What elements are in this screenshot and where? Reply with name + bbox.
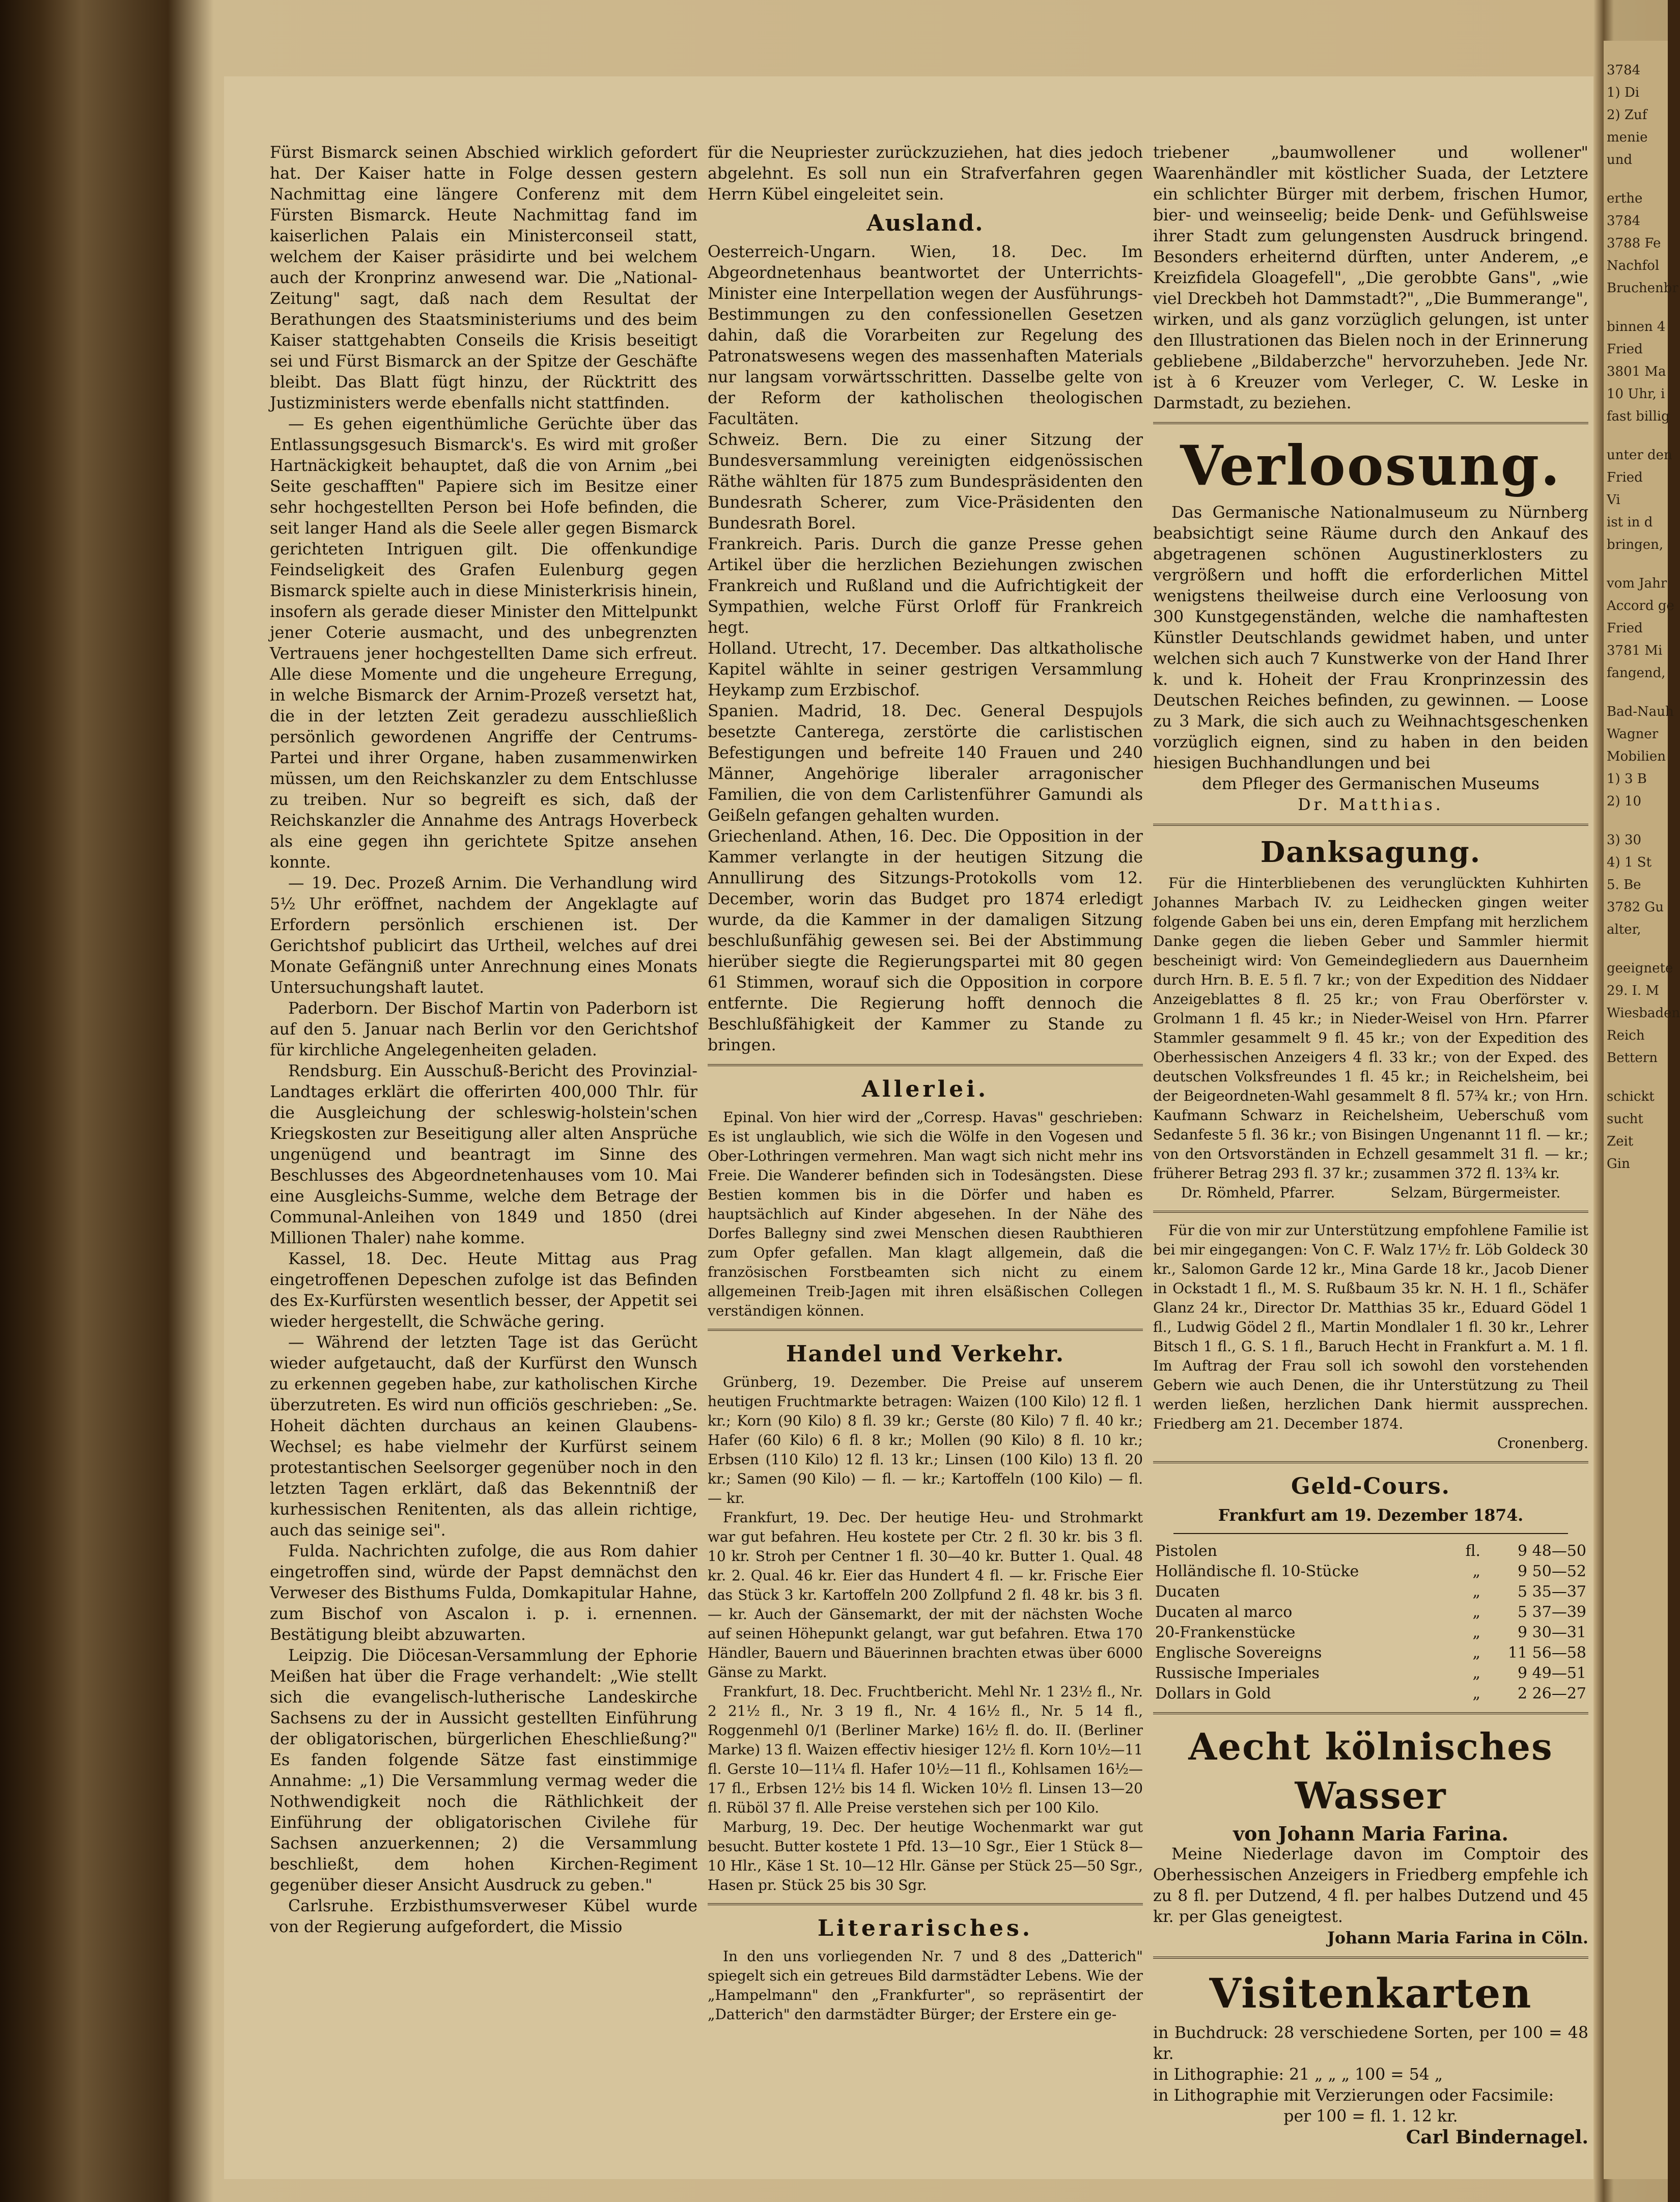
strip-line: 3801 Ma <box>1607 364 1666 379</box>
divider <box>708 1329 1143 1331</box>
divider <box>1153 824 1588 826</box>
farina-text: Meine Niederlage davon im Comptoir des Oberhessischen Anzeigers in Friedberg empfehle ich zu 8 fl. per Dutzend, 4 fl. per halbes Dutzend und 45 kr. per Glas geneigtest. <box>1153 1845 1588 1926</box>
strip-line: alter, <box>1607 922 1641 937</box>
ausland-item: Schweiz. Bern. Die zu einer Sitzung der Bundesversammlung vereinigten eidgenössischen Räthe wählten für 1875 zum Bundespräsidenten den Bundesrath Scherer, zum Vice-Präsidenten den Bundesrath Borel. <box>708 431 1143 533</box>
cours-value: 5 35—37 <box>1518 1583 1586 1601</box>
strip-line: 10 Uhr, i <box>1607 386 1665 402</box>
cours-unit: „ <box>1472 1664 1480 1682</box>
adjacent-page-strip <box>1604 41 1680 2179</box>
cours-value: 5 37—39 <box>1518 1603 1586 1621</box>
strip-line: vom Jahr <box>1607 576 1667 591</box>
strip-line: sucht <box>1607 1111 1643 1127</box>
cours-row <box>1153 1582 1588 1602</box>
cours-unit: „ <box>1472 1603 1480 1621</box>
cours-value: 11 56—58 <box>1507 1644 1586 1662</box>
strip-line: ist in d <box>1607 515 1653 530</box>
cours-name: Pistolen <box>1155 1542 1217 1560</box>
ausland-item: Frankreich. Paris. Durch die ganze Presse gehen Artikel über die herzlichen Beziehungen zwischen Frankreich und Rußland und die Aufrichtigkeit der Sympathien, welche Fürst Orloff für Frankreich hegt. <box>708 535 1143 637</box>
verloosung-heading: Verloosung. <box>1180 434 1561 498</box>
strip-line: 3782 Gu <box>1607 900 1664 915</box>
geld-cours-heading: Geld-Cours. <box>1291 1473 1450 1499</box>
geld-cours-subheading: Frankfurt am 19. Dezember 1874. <box>1218 1506 1524 1525</box>
strip-line: menie <box>1607 130 1648 145</box>
danksagung-heading: Danksagung. <box>1260 835 1481 869</box>
strip-line: 2) Zuf <box>1607 107 1647 123</box>
col1-paragraph: Kassel, 18. Dec. Heute Mittag aus Prag eingetroffenen Depeschen zufolge ist das Befinden des Ex-Kurfürsten wesentlich besser, der Appetit sei wieder hergestellt, die Schwäche gering. <box>270 1250 697 1331</box>
cours-unit: „ <box>1472 1644 1480 1662</box>
visitenkarten-line: per 100 = fl. 1. 12 kr. <box>1283 2107 1458 2126</box>
divider <box>708 1064 1143 1066</box>
cours-name: Holländische fl. 10-Stücke <box>1155 1563 1359 1580</box>
cours-value: 9 48—50 <box>1518 1542 1586 1560</box>
strip-line: 3) 30 <box>1607 832 1642 848</box>
cours-row <box>1153 1602 1588 1623</box>
col1-paragraph: Paderborn. Der Bischof Martin von Paderborn ist auf den 5. Januar nach Berlin vor den Gerichtshof für kirchliche Angelegenheiten geladen. <box>270 999 697 1060</box>
strip-line: 2) 10 <box>1607 794 1642 809</box>
ausland-item: Oesterreich-Ungarn. Wien, 18. Dec. Im Abgeordnetenhaus beantwortet der Unterrichts-Minister eine Interpellation wegen der Ausführungs-Bestimmungen zu den confessionellen Gesetzen dahin, daß die Vorarbeiten zur Regelung des Patronatswesens wegen des massenhaften Materials nur langsam vorwärtsschritten. Dasselbe gelte von der Reform der katholischen theologischen Facultäten. <box>708 243 1143 428</box>
col1-paragraph: Fulda. Nachrichten zufolge, die aus Rom dahier eingetroffen sind, würde der Papst demnächst den Verweser des Bisthums Fulda, Domkapitular Hahne, zum Bischof von Ascalon i. p. i. ernennen. Bestätigung bleibt abzuwarten. <box>270 1542 697 1644</box>
col3-top: triebener „baumwollener und wollener" Waarenhändler mit köstlicher Suada, der Letztere ein schlichter Bürger mit derbem, frischen Humor, bier- und weinseelig; beide Denk- und Gefühlsweise ihrer Stadt zum gelungensten Ausdruck bringend. Besonders erheiternd dürften, unter Anderem, „e Kreizfidela Gloagefell", „Die gerobbte Gans", „wie viel Dreckbeh hot Dammstadt?", „Die Bummerange", wirken, und als ganz vorzüglich gelungen, ist unter den Illustrationen das Bielen noch in der Erinnerung gebliebene „Bildaberzche" hervorzuheben. Jede Nr. ist à 6 Kreuzer vom Verleger, C. W. Leske in Darmstadt, zu beziehen. <box>1153 144 1588 412</box>
strip-line: Mobilien <box>1607 749 1666 764</box>
cours-name: Englische Sovereigns <box>1155 1644 1322 1662</box>
ausland-item: Spanien. Madrid, 18. Dec. General Despujols besetzte Canterega, zerstörte die carlistischen Befestigungen und befreite 140 Frauen und 240 Männer, Angehörige liberaler arragonischer Familien, die von dem Carlistenführer Gamundi als Geißeln gefangen gehalten wurden. <box>708 702 1143 825</box>
divider <box>1153 1957 1588 1959</box>
strip-line: Zeit <box>1607 1134 1634 1149</box>
familie-text: Für die von mir zur Unterstützung empfohlene Familie ist bei mir eingegangen: Von C. F. Walz 17½ fr. Löb Goldeck 30 kr., Salomon Garde 12 kr., Mina Garde 18 kr., Jacob Diener in Ockstadt 1 fl., M. S. Rußbaum 35 kr. N. H. 1 fl., Schäfer Glanz 24 kr., Director Dr. Matthias 35 kr., Eduard Gödel 1 fl., Ludwig Gödel 2 fl., Martin Mondlaler 1 fl. 30 kr., Lehrer Bitsch 1 fl., G. S. 1 fl., Baruch Hecht in Frankfurt a. M. 1 fl. Im Auftrag der Frau soll ich sowohl den vorstehenden Gebern wie auch Denen, die ihr Unterstützung zu Theil werden ließen, herzlichen Dank hiermit aussprechen. Friedberg am 21. December 1874. <box>1153 1222 1588 1432</box>
strip-line: 3784 <box>1607 213 1641 229</box>
strip-line: Fried <box>1607 621 1643 636</box>
handel-item: Frankfurt, 19. Dec. Der heutige Heu- und Strohmarkt war gut befahren. Heu kostete per Ctr. 2 fl. 30 kr. bis 3 fl. 10 kr. Stroh per Centner 1 fl. 30—40 kr. Butter 1. Qual. 48 kr. 2. Qual. 46 kr. Eier das Hundert 4 fl. — kr. Frische Eier das Stück 3 kr. Kartoffeln 200 Zollpfund 2 fl. 48 kr. bis 3 fl. — kr. Auch der Gänsemarkt, der mit der nächsten Woche auf seinen Höhepunkt gelangt, war gut befahren. Etwa 170 Händler, Bauern und Bäuerinnen brachten etwas über 6000 Gänse zu Markt. <box>708 1509 1143 1681</box>
farina-signature: Johann Maria Farina in Cöln. <box>1327 1929 1588 1947</box>
strip-line: schickt <box>1607 1089 1655 1104</box>
strip-line: 3788 Fe <box>1607 236 1661 251</box>
visitenkarten-line: in Buchdruck: 28 verschiedene Sorten, per 100 = 48 kr. <box>1153 2024 1588 2063</box>
strip-line: geeignete <box>1607 961 1673 976</box>
column-3 <box>1153 143 1588 2148</box>
cours-name: Ducaten al marco <box>1155 1603 1293 1621</box>
divider <box>1153 1712 1588 1714</box>
cours-unit: „ <box>1472 1583 1480 1601</box>
strip-line: binnen 4 <box>1607 319 1666 335</box>
col1-paragraph: Rendsburg. Ein Ausschuß-Bericht des Provinzial-Landtages erklärt die offerirten 400,000 Thlr. für die Ausgleichung der schleswig-holstein'schen Kriegskosten zur Beseitigung aller alten Ansprüche ungenügend und beantragt im Sinne des Beschlusses des Abgeordnetenhauses vom 10. Mai eine Ausgleichs-Summe, welche dem Betrage der Communal-Anleihen von 1849 und 1850 (drei Millionen Thaler) nahe komme. <box>270 1062 697 1247</box>
divider <box>1153 1461 1588 1463</box>
cours-name: Dollars in Gold <box>1155 1685 1271 1703</box>
familie-signature: Cronenberg. <box>1497 1435 1588 1452</box>
strip-line: bringen, <box>1607 537 1664 552</box>
allerlei-section <box>708 1108 1143 1321</box>
cours-value: 9 49—51 <box>1518 1664 1586 1682</box>
divider <box>1153 422 1588 424</box>
column-1 <box>270 143 697 1938</box>
visitenkarten-line: in Lithographie: 21 „ „ „ 100 = 54 „ <box>1153 2066 1443 2084</box>
handel-section <box>708 1373 1143 1895</box>
strip-line: fangend, <box>1607 665 1666 681</box>
strip-line: Wagner <box>1607 727 1659 742</box>
visitenkarten-line: in Lithographie mit Verzierungen oder Facsimile: <box>1153 2086 1554 2105</box>
strip-line: Vi <box>1607 492 1620 508</box>
ausland-item: Griechenland. Athen, 16. Dec. Die Opposition in der Kammer verlangte in der heutigen Sitzung die Annullirung des Sitzungs-Protokolls vom 12. December, worin das Budget pro 1874 erledigt wurde, da die Kammer in der damaligen Sitzung beschlußunfähig gewesen sei. Bei der Abstimmung hierüber siegte die Regierungspartei mit 80 gegen 61 Stimmen, worauf sich die Opposition in corpore entfernte. Die Regierung hofft dennoch die Beschlußfähigkeit der Kammer zu Stande zu bringen. <box>708 827 1143 1054</box>
strip-line: Gin <box>1607 1156 1630 1172</box>
verloosung-signature-1: dem Pfleger des Germanischen Museums <box>1202 775 1539 793</box>
col1-paragraph: — Während der letzten Tage ist das Gerücht wieder aufgetaucht, daß der Kurfürst den Wunsch zu erkennen gegeben habe, zur katholischen Kirche überzutreten. Es wird nun officiös geschrieben: „Se. Hoheit dächten durchaus an keinen Glaubens-Wechsel; es habe vielmehr der Kurfürst seinem protestantischen Seelsorger gegenüber noch in den letzten Tagen erklärt, daß das Bekenntniß der kurhessischen Renitenten, als das allein richtige, auch das seinige sei". <box>270 1333 697 1540</box>
col1-paragraph: Carlsruhe. Erzbisthumsverweser Kübel wurde von der Regierung aufgefordert, die Missio <box>270 1897 697 1936</box>
cours-name: 20-Frankenstücke <box>1155 1624 1296 1641</box>
danksagung-text: Für die Hinterbliebenen des verunglückten Kuhhirten Johannes Marbach IV. zu Leidhecken gingen weiter folgende Gaben bei uns ein, deren Empfang mit herzlichem Danke gegen die lieben Geber und Sammler hiermit bescheinigt wird: Von Gemeindegliedern aus Dauernheim durch Hrn. B. E. 5 fl. 7 kr.; von der Expedition des Niddaer Anzeigeblattes 8 fl. 25 kr.; von Frau Oberförster v. Grolmann 1 fl. 45 kr.; in Nieder-Weisel von Hrn. Pfarrer Stammler gesammelt 9 fl. 45 kr.; von der Expedition des Oberhessischen Anzeigers 4 fl. 33 kr.; von der Exped. des deutschen Volksfreundes 1 fl. 45 kr.; in Reichelsheim, bei der Beigeordneten-Wahl gesammelt 8 fl. 57¾ kr.; von Hrn. Kaufmann Schwarz in Reichelsheim, Ueberschuß vom Sedanfeste 5 fl. 36 kr.; von Bisingen Ungenannt 11 fl. — kr.; von den Ortsvorständen in Echzell gesammelt 31 fl. — kr.; früherer Betrag 293 fl. 37 kr.; zusammen 372 fl. 13¾ kr. <box>1153 875 1588 1182</box>
cours-unit: „ <box>1472 1563 1480 1580</box>
strip-line: Bettern <box>1607 1050 1658 1066</box>
strip-line: 29. I. M <box>1607 983 1660 998</box>
strip-line: fast billig <box>1607 409 1670 424</box>
visitenkarten-signature: Carl Bindernagel. <box>1406 2127 1588 2148</box>
col1-paragraph: Leipzig. Die Diöcesan-Versammlung der Ephorie Meißen hat über die Frage verhandelt: „Wie stellt sich die evangelisch-lutherische Landeskirche Sachsens zu der in Aussicht gestellten Einführung der obligatorischen, bürgerlichen Eheschließung?" Es fanden folgende Sätze fast einstimmige Annahme: „1) Die Versammlung vermag weder die Nothwendigkeit noch die Räthlichkeit der Einführung der obligatorischen Civilehe für Sachsen anzuerkennen; 2) die Versammlung beschließt, dem hohen Kirchen-Regiment gegenüber dieser Ansicht Ausdruck zu geben." <box>270 1647 697 1894</box>
signature-pfarrer: Dr. Römheld, Pfarrer. <box>1181 1184 1335 1201</box>
cours-unit: „ <box>1472 1685 1480 1703</box>
strip-line: Wiesbaden <box>1607 1006 1680 1021</box>
familie-section <box>1153 1221 1588 1453</box>
cours-row <box>1153 1684 1588 1704</box>
divider <box>1153 1211 1588 1213</box>
column-2 <box>708 143 1143 2024</box>
cours-unit: „ <box>1472 1624 1480 1641</box>
ausland-heading: Ausland. <box>866 210 984 236</box>
literar-text: In den uns vorliegenden Nr. 7 und 8 des „Datterich" spiegelt sich ein getreues Bild darmstädter Lebens. Wie der „Hampelmann" den „Frankfurter", so repräsentirt der „Datterich" den darmstädter Bürger; der Erstere ein ge- <box>708 1948 1143 2023</box>
strip-line: erthe <box>1607 191 1643 206</box>
signature-buergermeister: Selzam, Bürgermeister. <box>1390 1184 1561 1201</box>
strip-line: 3784 <box>1607 63 1641 78</box>
allerlei-text: Epinal. Von hier wird der „Corresp. Havas" geschrieben: Es ist unglaublich, wie sich die Wölfe in den Vogesen und Ober-Lothringen vermehren. Man wagt sich nicht mehr ins Freie. Die Wanderer befinden sich in Todesängsten. Diese Bestien kommen bis in die Dörfer und haben es hauptsächlich auf Kinder abgesehen. In der Nähe des Dorfes Ballegny sind zwei Menschen diesen Raubthieren zum Opfer gefallen. Man klagt allgemein, daß die französischen Forstbeamten sich nicht zu einem allgemeinen Treib-Jagen mit ihren elsäßischen Collegen verständigen können. <box>708 1109 1143 1319</box>
geld-cours-table <box>1153 1541 1588 1704</box>
cours-unit: fl. <box>1465 1542 1480 1560</box>
cours-row <box>1153 1643 1588 1663</box>
farina-heading: Aecht kölnisches Wasser <box>1188 1725 1553 1817</box>
col2-intro: für die Neupriester zurückzuziehen, hat dies jedoch abgelehnt. Es soll nun ein Strafverfahren gegen Herrn Kübel eingeleitet sein. <box>708 144 1143 204</box>
handel-heading: Handel und Verkehr. <box>786 1341 1065 1367</box>
literar-section <box>708 1947 1143 2024</box>
col1-paragraph: — 19. Dec. Prozeß Arnim. Die Verhandlung wird 5½ Uhr eröffnet, nachdem der Angeklagte auf Erfordern persönlich erschienen ist. Der Gerichtshof publicirt das Urtheil, welches auf drei Monate Gefängniß unter Anrechnung eines Monats Untersuchungshaft lautet. <box>270 874 697 997</box>
strip-line: 1) Di <box>1607 85 1640 100</box>
strip-line: unter den <box>1607 448 1672 463</box>
strip-line: Fried <box>1607 470 1643 485</box>
strip-line: Bad-Nauh <box>1607 704 1674 719</box>
cours-row <box>1153 1663 1588 1684</box>
strip-line: und <box>1607 152 1633 168</box>
strip-line: Reich <box>1607 1028 1645 1043</box>
strip-line: Fried <box>1607 342 1643 357</box>
col1-paragraph: Fürst Bismarck seinen Abschied wirklich gefordert hat. Der Kaiser hatte in Folge dessen gestern Nachmittag eine längere Conferenz mit dem Fürsten Bismarck. Heute Nachmittag fand im kaiserlichen Palais ein Ministerconseil statt, welchem der Kaiser präsidirte und bei welchem auch der Kronprinz anwesend war. Die „National-Zeitung" sagt, daß nach dem Resultat der Berathungen des Staatsministeriums und des beim Kaiser stattgehabten Conseils die Krisis beseitigt sei und Fürst Bismarck an der Spitze der Geschäfte bleibt. Das Blatt fügt hinzu, der Rücktritt des Justizministers werde ebenfalls nicht stattfinden. <box>270 144 697 412</box>
strip-line: 1) 3 B <box>1607 771 1647 787</box>
literar-heading: Literarisches. <box>817 1915 1033 1941</box>
cours-name: Ducaten <box>1155 1583 1220 1601</box>
danksagung-signatures <box>1153 1183 1588 1203</box>
divider <box>1173 1533 1568 1534</box>
visitenkarten-heading: Visitenkarten <box>1209 1969 1532 2017</box>
cours-row <box>1153 1623 1588 1643</box>
strip-line: Accord ge <box>1607 598 1674 614</box>
cours-name: Russische Imperiales <box>1155 1664 1320 1682</box>
verloosung-signature-2: Dr. Matthias. <box>1298 796 1444 814</box>
handel-item: Frankfurt, 18. Dec. Fruchtbericht. Mehl Nr. 1 23½ fl., Nr. 2 21½ fl., Nr. 3 19 fl., Nr. 4 16½ fl., Nr. 5 14 fl., Roggenmehl 0/1 (Berliner Marke) 16½ fl. do. II. (Berliner Marke) 13 fl. Waizen effectiv hiesiger 12½ fl. Korn 10½—11 fl. Gerste 10—11¼ fl. Hafer 10½—11 fl., Kohlsamen 16½—17 fl., Erbsen 12½ bis 14 fl. Wicken 10½ fl. Linsen 13—20 fl. Rüböl 37 fl. Alle Preise verstehen sich per 100 Kilo. <box>708 1683 1143 1816</box>
danksagung-section <box>1153 874 1588 1203</box>
divider <box>708 1903 1143 1905</box>
strip-line: Nachfol <box>1607 258 1660 273</box>
verloosung-text: Das Germanische Nationalmuseum zu Nürnberg beabsichtigt seine Räume durch den Ankauf des abgetragenen schönen Augustinerklosters zu vergrößern und hofft die erforderlichen Mittel wenigstens theilweise durch eine Verloosung von 300 Kunstgegenständen, welche die namhaftesten Künstler Deutschlands gewidmet haben, und unter welchen sich auch 7 Kunstwerke von der Hand Ihrer k. und k. Hoheit der Frau Kronprinzessin des Deutschen Reiches befinden, zu gewinnen. — Loose zu 3 Mark, die sich auch zu Weihnachtsgeschenken vorzüglich eignen, sind zu haben in den beiden hiesigen Buchhandlungen und bei <box>1153 504 1588 772</box>
cours-row <box>1153 1541 1588 1562</box>
cours-value: 9 30—31 <box>1518 1624 1586 1641</box>
cours-value: 9 50—52 <box>1518 1563 1586 1580</box>
newspaper-page <box>224 76 1593 2179</box>
strip-line: Bruchenbr <box>1607 281 1678 296</box>
allerlei-heading: Allerlei. <box>861 1076 989 1102</box>
cours-row <box>1153 1562 1588 1582</box>
ausland-item: Holland. Utrecht, 17. December. Das altkatholische Kapitel wählte in seiner gestrigen Versammlung Heykamp zum Erzbischof. <box>708 639 1143 700</box>
strip-line: 5. Be <box>1607 877 1641 893</box>
strip-line: 4) 1 St <box>1607 855 1652 870</box>
strip-line: 3781 Mi <box>1607 643 1663 658</box>
handel-item: Marburg, 19. Dec. Der heutige Wochenmarkt war gut besucht. Butter kostete 1 Pfd. 13—10 Sgr., Eier 1 Stück 8—10 Hlr., Käse 1 St. 10—12 Hlr. Gänse per Stück 25—50 Sgr., Hasen pr. Stück 25 bis 30 Sgr. <box>708 1819 1143 1893</box>
farina-subheading: von Johann Maria Farina. <box>1233 1822 1508 1845</box>
handel-item: Grünberg, 19. Dezember. Die Preise auf unserem heutigen Fruchtmarkte betragen: Waizen (100 Kilo) 12 fl. 1 kr.; Korn (90 Kilo) 8 fl. 39 kr.; Gerste (80 Kilo) 7 fl. 40 kr.; Hafer (60 Kilo) 6 fl. 8 kr.; Mollen (90 Kilo) 8 fl. 10 kr.; Erbsen (110 Kilo) 12 fl. 13 kr.; Linsen (100 Kilo) 13 fl. 20 kr.; Samen (90 Kilo) — fl. — kr.; Kartoffeln (100 Kilo) — fl. — kr. <box>708 1374 1143 1507</box>
col1-paragraph: — Es gehen eigenthümliche Gerüchte über das Entlassungsgesuch Bismarck's. Es wird mit großer Hartnäckigkeit behauptet, daß die von Arnim „bei Seite geschafften" Papiere sich im Besitze einer sehr hochgestellten Person bei Hofe befinden, die seit langer Hand als die Seele aller gegen Bismarck gerichteten Intriguen gilt. Die offenkundige Feindseligkeit des Grafen Eulenburg gegen Bismarck spielte auch in diese Ministerkrisis hinein, insofern als gerade dieser Minister den Mittelpunkt jener Coterie ausmacht, und des unbegrenzten Vertrauens jener hochgestellten Dame sich erfreut. Alle diese Momente und die ungeheure Erregung, in welche Bismarck der Arnim-Prozeß versetzt hat, die in der letzten Zeit geradezu ausschließlich persönlich gewordenen Angriffe der Centrums-Partei und ihrer Organe, haben zusammenwirken müssen, um den Reichskanzler zu dem Entschlusse zu treiben. Nur so begreift es sich, daß der Reichskanzler die Annahme des Antrags Hoverbeck als eine gegen ihn gerichtete Spitze ansehen konnte. <box>270 415 697 872</box>
cours-value: 2 26—27 <box>1518 1685 1586 1703</box>
